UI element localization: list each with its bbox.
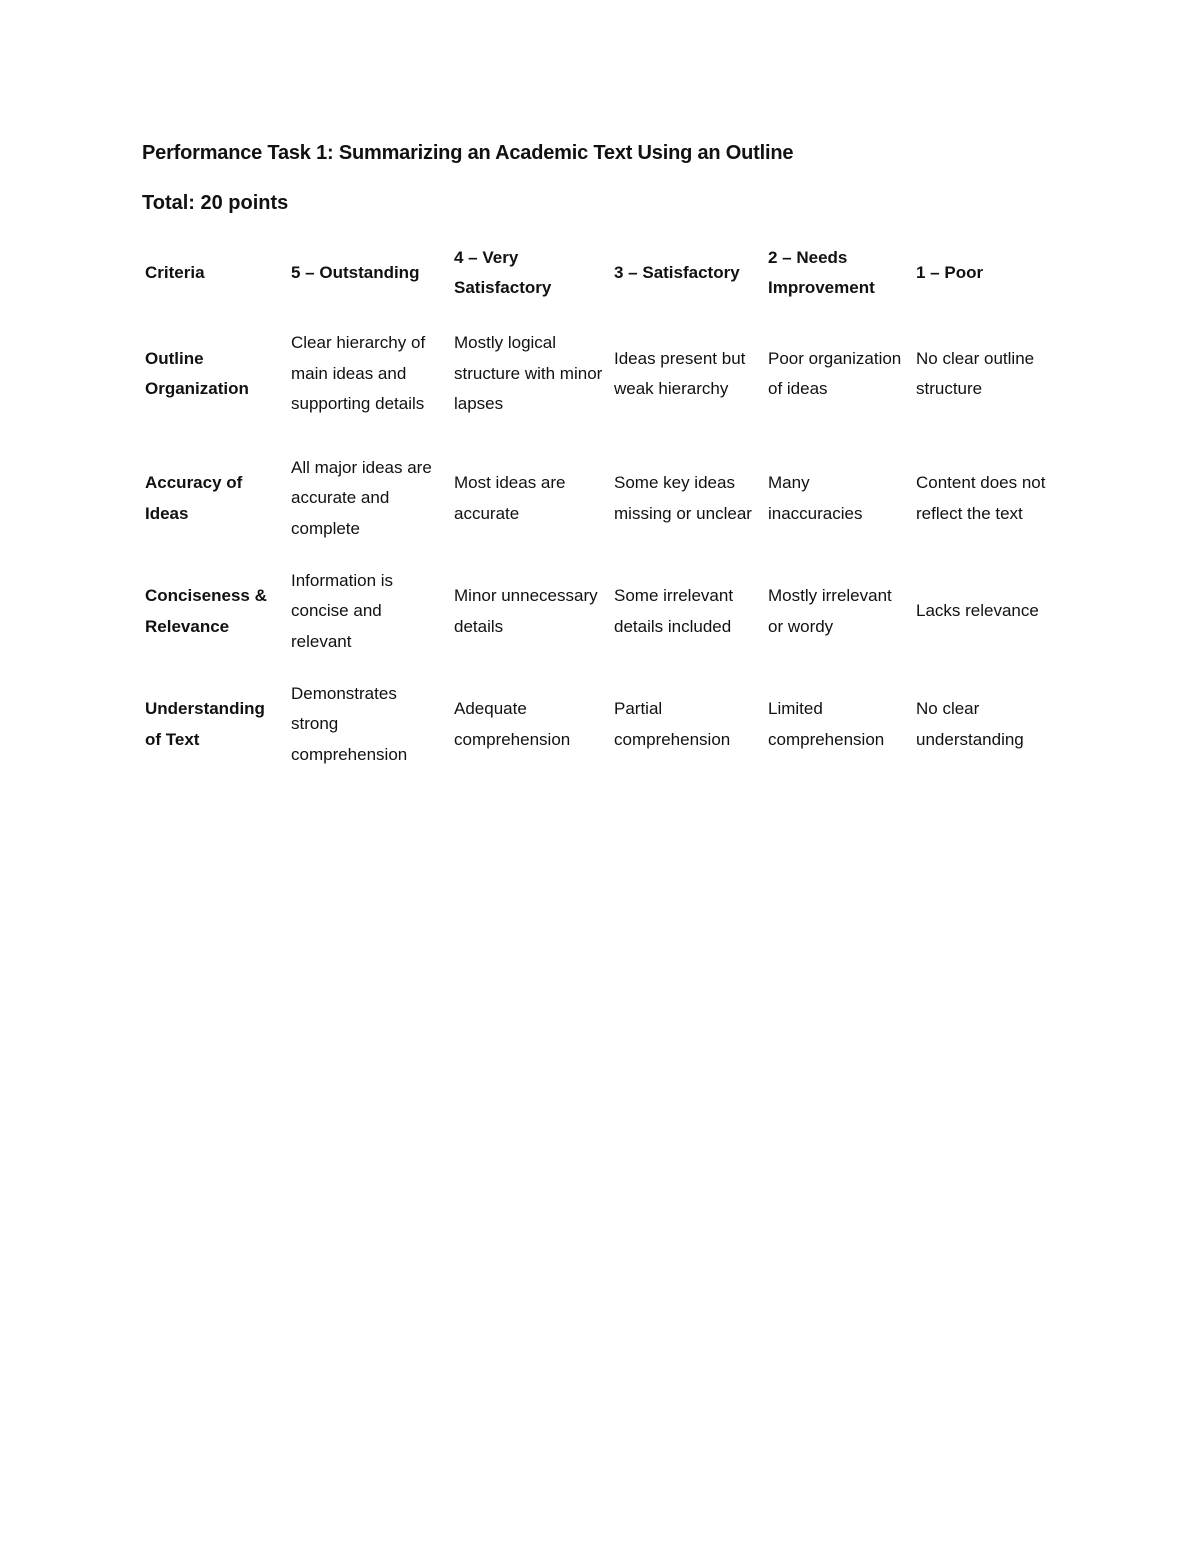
rubric-header-row	[139, 240, 1069, 306]
criterion-label: Understanding of Text	[145, 699, 265, 749]
rubric-cell: Minor unnecessary details	[454, 586, 598, 636]
rubric-cell: Information is concise and relevant	[291, 570, 394, 651]
rubric-row-understanding-of-text	[139, 668, 1069, 781]
rubric-cell: No clear outline structure	[916, 348, 1035, 398]
rubric-cell: Adequate comprehension	[454, 699, 571, 749]
rubric-row-outline-organization	[139, 306, 1069, 442]
rubric-cell: All major ideas are accurate and complete	[291, 457, 432, 538]
rubric-cell: Some key ideas missing or unclear	[614, 473, 752, 523]
rubric-cell: Partial comprehension	[614, 699, 731, 749]
rubric-cell: Lacks relevance	[916, 601, 1039, 621]
criterion-label: Outline Organization	[145, 348, 249, 398]
rubric-cell: No clear understanding	[916, 699, 1024, 749]
criterion-label: Accuracy of Ideas	[145, 473, 243, 523]
criterion-label: Conciseness & Relevance	[145, 586, 267, 636]
rubric-row-accuracy-of-ideas	[139, 442, 1069, 555]
header-score-5: 5 – Outstanding	[291, 262, 420, 282]
total-points: Total: 20 points	[142, 192, 289, 214]
rubric-cell: Content does not reflect the text	[916, 473, 1046, 523]
header-score-1: 1 – Poor	[916, 262, 984, 282]
rubric-cell: Mostly logical structure with minor lapses	[454, 333, 603, 414]
header-score-3: 3 – Satisfactory	[614, 262, 740, 282]
header-criteria: Criteria	[145, 262, 205, 282]
header-score-4: 4 – Very Satisfactory	[454, 247, 552, 297]
rubric-cell: Most ideas are accurate	[454, 473, 566, 523]
rubric-cell: Limited comprehension	[768, 699, 885, 749]
rubric-cell: Demonstrates strong comprehension	[291, 683, 408, 764]
rubric-cell: Mostly irrelevant or wordy	[768, 586, 892, 636]
rubric-cell: Some irrelevant details included	[614, 586, 734, 636]
rubric-cell: Many inaccuracies	[768, 473, 863, 523]
page-title: Performance Task 1: Summarizing an Academic Text Using an Outline	[142, 142, 794, 164]
rubric-cell: Ideas present but weak hierarchy	[614, 348, 746, 398]
rubric-cell: Poor organization of ideas	[768, 348, 902, 398]
header-score-2: 2 – Needs Improvement	[768, 247, 875, 297]
rubric-table	[139, 240, 1069, 781]
rubric-cell: Clear hierarchy of main ideas and supporting details	[291, 333, 426, 414]
rubric-row-conciseness-relevance	[139, 555, 1069, 668]
